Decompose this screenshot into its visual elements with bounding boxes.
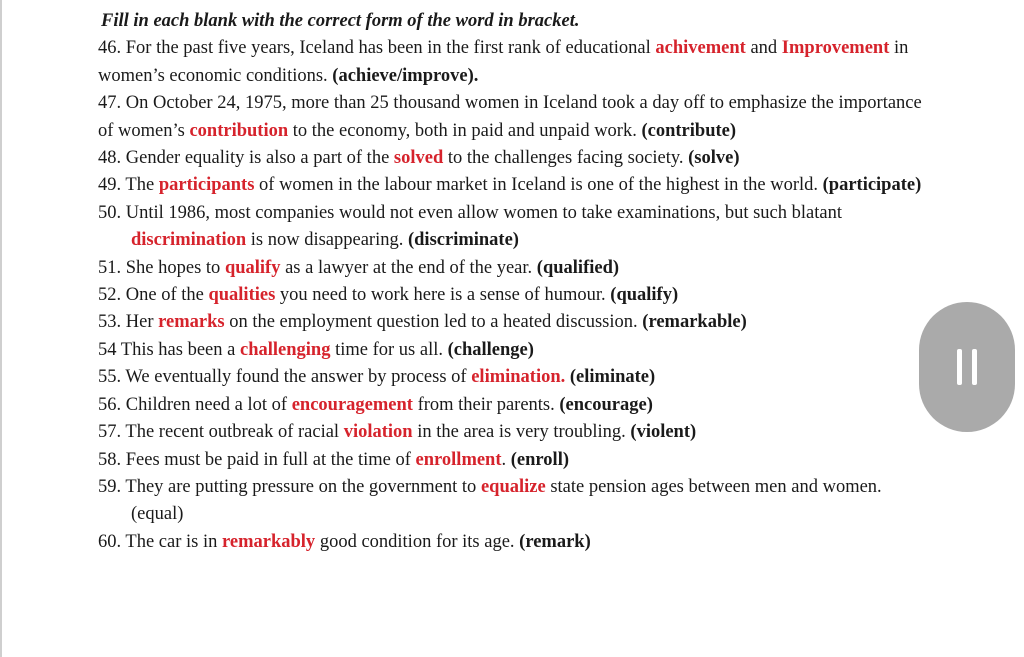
sentence-text: in women’s economic conditions. <box>98 38 909 86</box>
exercise-item <box>98 282 938 309</box>
pause-icon <box>957 349 977 385</box>
sentence-text: of women in the labour market in Iceland is one of the highest in the world. <box>254 175 823 196</box>
root-word: (achieve/improve). <box>332 65 479 86</box>
exercise-item <box>98 90 938 145</box>
sentence-text: 54 This has been a <box>98 339 240 360</box>
exercise-item <box>98 255 938 282</box>
sentence-text: 51. She hopes to <box>98 257 225 278</box>
root-word: (violent) <box>630 422 697 443</box>
root-word: (qualify) <box>610 285 679 306</box>
sentence-text: time for us all. <box>330 339 448 360</box>
root-word: (challenge) <box>447 339 534 360</box>
answer-word: remarks <box>158 312 225 333</box>
root-word: (solve) <box>688 148 740 169</box>
exercise-item <box>98 364 938 391</box>
answer-word: discrimination <box>131 230 247 251</box>
sentence-text: as a lawyer at the end of the year. <box>280 257 537 278</box>
sentence-text: to the challenges facing society. <box>443 148 689 169</box>
sentence-text: 58. Fees must be paid in full at the time of <box>98 449 416 470</box>
sentence-text: 59. They are putting pressure on the government to <box>98 476 481 497</box>
root-word: (qualified) <box>536 257 620 278</box>
sentence-text: 48. Gender equality is also a part of the <box>98 148 394 169</box>
answer-word: qualities <box>208 285 276 306</box>
answer-word: challenging <box>239 339 331 360</box>
left-border <box>0 0 2 657</box>
sentence-text: 47. On October 24, 1975, more than 25 thousand women in Iceland took a day off to emphasize the importance of women’s <box>98 93 922 141</box>
exercise-item <box>98 337 938 364</box>
sentence-text: 52. One of the <box>98 285 209 306</box>
exercise-item <box>98 145 938 172</box>
sentence-text: 57. The recent outbreak of racial <box>98 422 344 443</box>
exercise-item <box>98 529 938 556</box>
sentence-text: and <box>745 38 782 59</box>
root-word: (eliminate) <box>569 367 656 388</box>
exercise-item <box>98 474 938 529</box>
answer-word: qualify <box>224 257 281 278</box>
answer-word: Improvement <box>781 38 890 59</box>
answer-word: achivement <box>655 38 746 59</box>
root-word: (contribute) <box>641 120 737 141</box>
sentence-text: 53. Her <box>98 312 159 333</box>
exercise-instructions: Fill in each blank with the correct form of the word in bracket. <box>101 11 580 31</box>
sentence-text: in the area is very troubling. <box>412 422 631 443</box>
sentence-text: 49. The <box>98 175 159 196</box>
sentence-text: good condition for its age. <box>315 531 520 552</box>
sentence-text: . <box>501 449 511 470</box>
root-word: (enroll) <box>510 449 569 470</box>
answer-word: equalize <box>480 476 546 497</box>
exercise-document <box>98 8 938 556</box>
answer-word: violation <box>343 422 413 443</box>
answer-word: enrollment <box>415 449 502 470</box>
exercise-item <box>98 309 938 336</box>
pause-button[interactable] <box>919 302 1015 432</box>
root-word: (participate) <box>822 175 922 196</box>
exercise-item <box>98 419 938 446</box>
answer-word: elimination. <box>471 367 566 388</box>
sentence-text: is now disappearing. <box>246 230 408 251</box>
answer-word: encouragement <box>291 394 413 415</box>
exercise-list <box>98 35 938 556</box>
root-word: (remarkable) <box>642 312 747 333</box>
root-word: (discriminate) <box>407 230 519 251</box>
sentence-text: 56. Children need a lot of <box>98 394 292 415</box>
sentence-text: from their parents. <box>412 394 560 415</box>
sentence-text: you need to work here is a sense of humour. <box>275 285 611 306</box>
exercise-item <box>98 35 938 90</box>
answer-word: remarkably <box>222 531 316 552</box>
exercise-item <box>98 172 938 199</box>
answer-word: participants <box>158 175 255 196</box>
sentence-text: 46. For the past five years, Iceland has been in the first rank of educational <box>98 38 656 59</box>
answer-word: solved <box>393 148 444 169</box>
exercise-item <box>98 392 938 419</box>
root-word: (encourage) <box>559 394 653 415</box>
sentence-text: 50. Until 1986, most companies would not even allow women to take examinations, but such blatant <box>98 202 842 223</box>
root-word: (remark) <box>519 531 591 552</box>
sentence-text: on the employment question led to a heated discussion. <box>224 312 643 333</box>
sentence-text: 55. We eventually found the answer by process of <box>98 367 472 388</box>
exercise-item <box>98 200 938 255</box>
answer-word: contribution <box>189 120 289 141</box>
sentence-text: to the economy, both in paid and unpaid work. <box>288 120 642 141</box>
exercise-item <box>98 447 938 474</box>
sentence-text: 60. The car is in <box>98 531 222 552</box>
sentence-text: state pension ages between men and women. (equal) <box>131 476 882 525</box>
